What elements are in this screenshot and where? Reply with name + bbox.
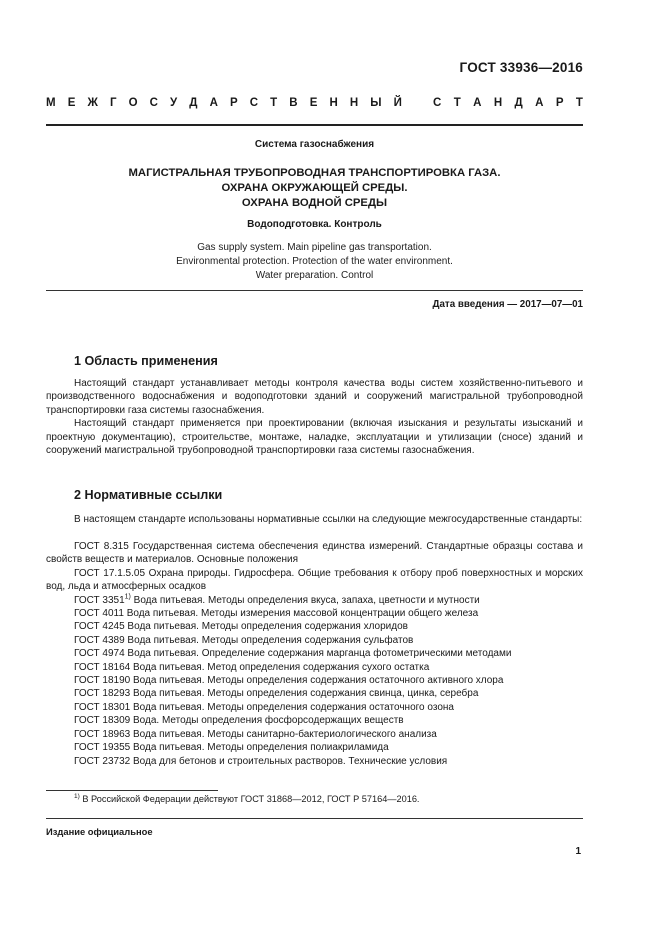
banner-letter: Т (270, 97, 278, 109)
standard-word (433, 97, 583, 109)
reference-text: ГОСТ 17.1.5.05 Охрана природы. Гидросфера. Общие требования к отбору проб поверхностных и морских вод, льда и атмосферных осадков (46, 567, 583, 593)
banner-letter: А (473, 97, 482, 109)
reference-text: ГОСТ 4389 Вода питьевая. Методы определения содержания сульфатов (74, 634, 414, 646)
normative-references-list (46, 540, 583, 768)
banner-letter: Н (329, 97, 338, 109)
banner-letter: Ы (370, 97, 382, 109)
english-title-line: Environmental protection. Protection of the water environment. (176, 256, 453, 267)
footnote (74, 793, 419, 804)
banner-letter: А (209, 97, 218, 109)
banner-letter: В (289, 97, 298, 109)
section-1-body (46, 377, 583, 457)
reference-item (46, 701, 583, 714)
interstate-word (46, 97, 402, 109)
reference-item (46, 634, 583, 647)
banner-letter: О (128, 97, 138, 109)
reference-item (46, 620, 583, 633)
banner-letter: С (249, 97, 259, 109)
main-title (46, 166, 583, 211)
reference-item (46, 607, 583, 620)
banner-letter: Д (189, 97, 198, 109)
official-edition-label: Издание официальное (46, 826, 153, 837)
reference-text: ГОСТ 18190 Вода питьевая. Методы определения содержания остаточного активного хлора (74, 675, 504, 687)
english-title-line: Water preparation. Control (255, 270, 374, 281)
banner-letter: Е (309, 97, 318, 109)
banner-letter: Н (349, 97, 359, 109)
reference-text: ГОСТ 8.315 Государственная система обеспечения единства измерений. Стандартные образцы состава и свойств веществ и материалов. Основные положения (46, 541, 583, 566)
reference-text: ГОСТ 4974 Вода питьевая. Определение содержания марганца фотометрическими методами (74, 648, 512, 660)
paragraph: В настоящем стандарте использованы нормативные ссылки на следующие межгосударственные стандарты: (74, 514, 583, 525)
banner-letter: Н (493, 97, 503, 109)
section-1-heading: 1 Область применения (74, 354, 218, 368)
reference-text: ГОСТ 19355 Вода питьевая. Методы определения полиакриламида (74, 742, 389, 754)
reference-text: ГОСТ 23732 Вода для бетонов и строительных растворов. Технические условия (74, 755, 448, 767)
reference-text: ГОСТ 18301 Вода питьевая. Методы определения содержания остаточного озона (74, 701, 454, 713)
main-title-line: ОХРАНА ВОДНОЙ СРЕДЫ (241, 197, 388, 209)
banner-letter: С (149, 97, 158, 109)
banner-letter: У (170, 97, 178, 109)
reference-item (46, 661, 583, 674)
title-divider (46, 290, 583, 291)
reference-text: ГОСТ 4011 Вода питьевая. Методы измерения массовой концентрации общего железа (74, 608, 479, 620)
reference-item (46, 674, 583, 687)
banner-letter: Е (67, 97, 76, 109)
interstate-standard-banner (46, 97, 583, 109)
header-divider (46, 124, 583, 126)
subtitle: Водоподготовка. Контроль (247, 219, 382, 230)
footnote-divider (46, 790, 218, 791)
document-number: ГОСТ 33936—2016 (459, 60, 583, 75)
footnote-text: В Российской Федерации действуют ГОСТ 31868—2012, ГОСТ Р 57164—2016. (79, 794, 420, 805)
footnote-mark: 1) (124, 593, 131, 601)
reference-text: Вода питьевая. Методы определения вкуса, запаха, цветности и мутности (130, 594, 480, 606)
reference-text: ГОСТ 3351 (74, 594, 125, 606)
banner-letter: Р (229, 97, 238, 109)
section-2-intro (46, 513, 583, 526)
reference-text: ГОСТ 18963 Вода питьевая. Методы санитарно-бактериологического анализа (74, 728, 437, 740)
paragraph: Настоящий стандарт устанавливает методы контроля качества воды систем хозяйственно-питьевого и производственного водоснабжения и водоподготовки зданий и сооружений магистральной трубопроводной транспортировки газа системы газоснабжения. (46, 378, 583, 416)
reference-item (46, 714, 583, 727)
page-number: 1 (575, 846, 581, 857)
banner-letter: Т (453, 97, 461, 109)
paragraph: Настоящий стандарт применяется при проектировании (включая изыскания и результаты изысканий и проектную документацию), строительстве, монтаже, наладке, эксплуатации и утилизации (сносе) зданий и сооружений магистральной трубопроводной транспортировки газа системы газоснабжения. (46, 418, 583, 457)
reference-text: ГОСТ 18309 Вода. Методы определения фосфорсодержащих веществ (74, 715, 404, 727)
reference-text: ГОСТ 18164 Вода питьевая. Метод определения содержания сухого остатка (74, 661, 430, 673)
banner-letter: Ж (87, 97, 98, 109)
footer-divider (46, 818, 583, 819)
reference-item (46, 755, 583, 768)
banner-letter: Г (109, 97, 117, 109)
reference-item (46, 728, 583, 741)
english-title-line: Gas supply system. Main pipeline gas transportation. (197, 242, 432, 253)
reference-item (46, 567, 583, 594)
banner-letter: С (433, 97, 442, 109)
main-title-line: МАГИСТРАЛЬНАЯ ТРУБОПРОВОДНАЯ ТРАНСПОРТИРОВКА ГАЗА. (128, 167, 501, 179)
banner-letter: Т (575, 97, 583, 109)
banner-letter: Й (393, 97, 402, 109)
reference-text: ГОСТ 4245 Вода питьевая. Методы определения содержания хлоридов (74, 621, 408, 633)
english-title (46, 241, 583, 283)
reference-item (46, 540, 583, 567)
system-title: Система газоснабжения (254, 139, 375, 150)
banner-letter: М (46, 97, 56, 109)
reference-text: ГОСТ 18293 Вода питьевая. Методы определения содержания свинца, цинка, серебра (74, 688, 479, 700)
banner-letter: А (535, 97, 544, 109)
main-title-line: ОХРАНА ОКРУЖАЮЩЕЙ СРЕДЫ. (221, 182, 408, 194)
reference-item (46, 594, 583, 607)
reference-item (46, 687, 583, 700)
reference-item (46, 741, 583, 754)
introduction-date: Дата введения — 2017—07—01 (432, 299, 583, 310)
section-2-heading: 2 Нормативные ссылки (74, 488, 223, 502)
footnote-mark: 1) (74, 793, 80, 800)
banner-letter: Р (555, 97, 564, 109)
banner-letter: Д (514, 97, 523, 109)
reference-item (46, 647, 583, 660)
